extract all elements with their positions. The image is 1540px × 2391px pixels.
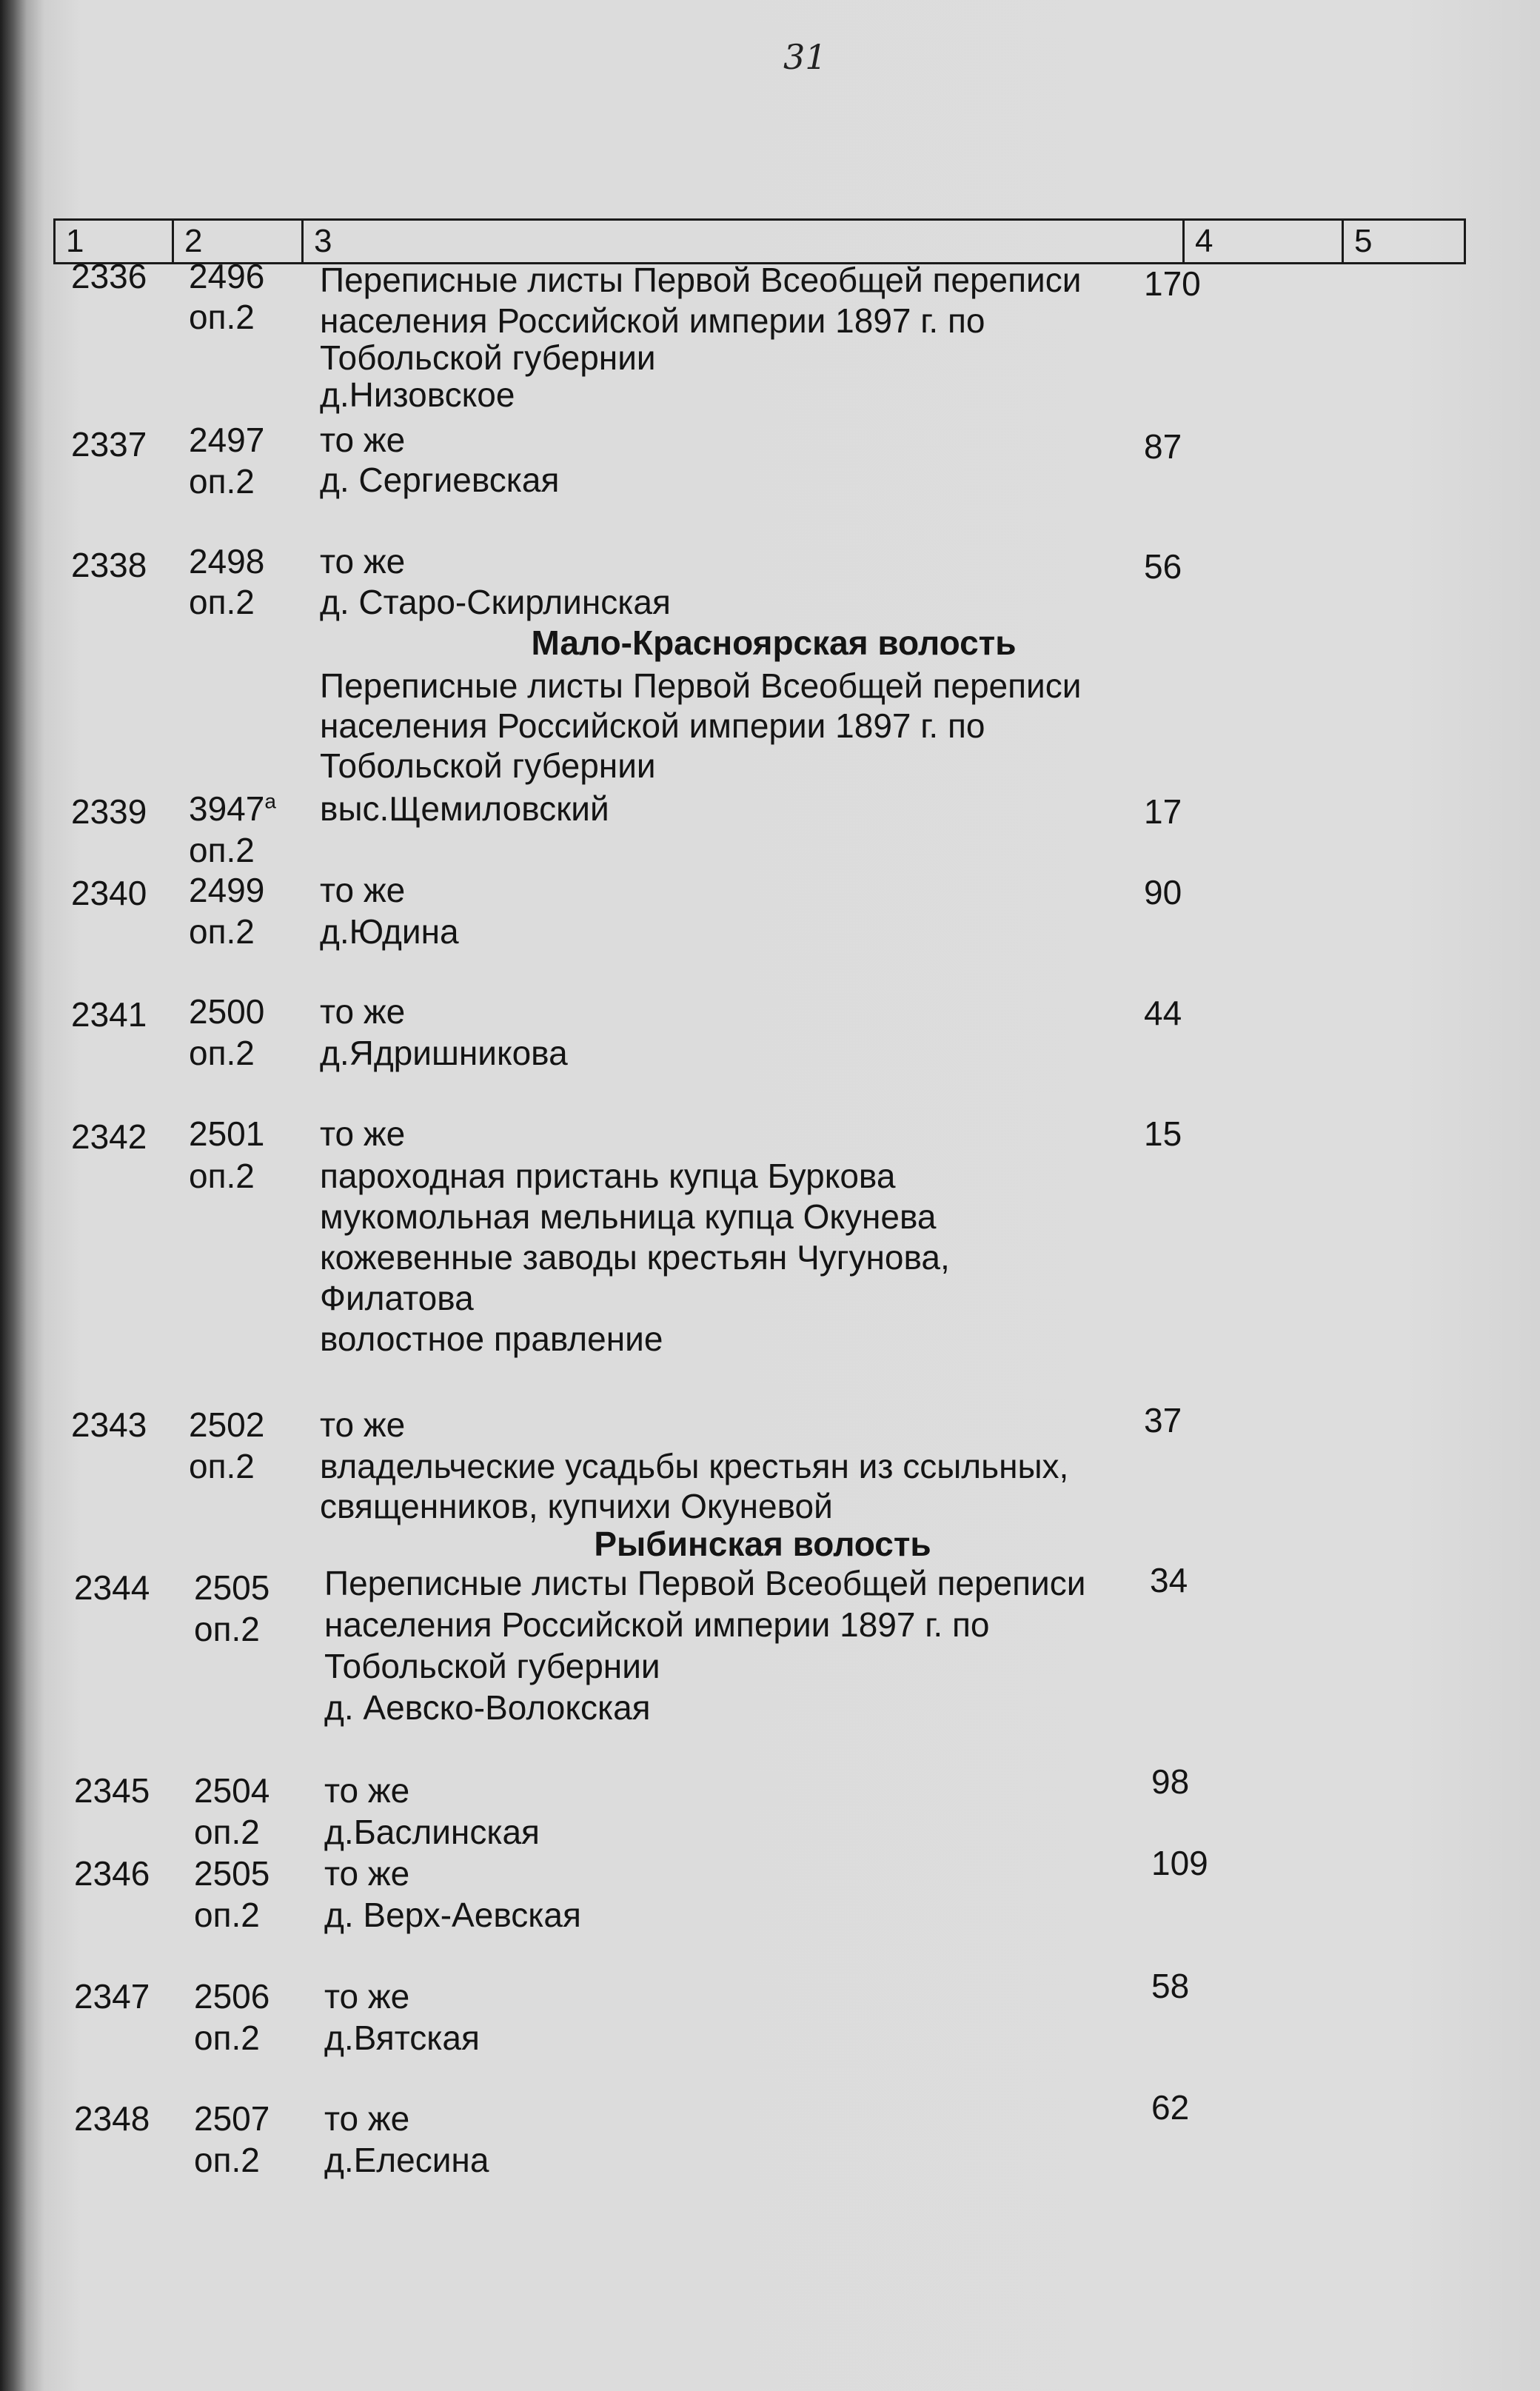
fund-number: 2505	[194, 1854, 270, 1893]
description-line: Переписные листы Первой Всеобщей переписи	[320, 261, 1082, 299]
sheet-count: 15	[1144, 1114, 1182, 1153]
fund-number: 2496	[189, 257, 265, 295]
fund-number: 2505	[194, 1568, 270, 1607]
description-line: населения Российской империи 1897 г. по	[324, 1605, 990, 1644]
description-line: д. Верх-Аевская	[324, 1896, 581, 1934]
description-line: д. Старо-Скирлинская	[320, 583, 671, 621]
description-line: то же	[324, 1977, 410, 2016]
description-line: д.Ядришникова	[320, 1034, 568, 1072]
description-line: то же	[320, 992, 406, 1031]
description-line: Тобольской губернии	[320, 746, 656, 785]
sheet-count: 17	[1144, 792, 1182, 831]
opis-number: оп.2	[189, 583, 255, 621]
description-line: д.Елесина	[324, 2141, 489, 2179]
opis-number: оп.2	[189, 298, 255, 336]
record-number: 2336	[71, 257, 147, 295]
fund-number: 2504	[194, 1771, 270, 1810]
fund-number: 2497	[189, 421, 265, 459]
page-number: 31	[783, 37, 827, 77]
table-header	[53, 218, 1466, 264]
header-col-5: 5	[1354, 223, 1373, 259]
description-line: Переписные листы Первой Всеобщей переписи	[320, 666, 1082, 705]
opis-number: оп.2	[189, 1157, 255, 1195]
sheet-count: 62	[1151, 2088, 1190, 2127]
fund-number: 2498	[189, 542, 265, 581]
sheet-count: 37	[1144, 1401, 1182, 1439]
record-number: 2345	[74, 1771, 150, 1810]
header-col-4: 4	[1185, 221, 1344, 262]
description-line: населения Российской империи 1897 г. по	[320, 706, 985, 745]
description-line: то же	[324, 2099, 410, 2138]
description-line: пароходная пристань купца Буркова	[320, 1157, 896, 1195]
opis-number: оп.2	[189, 1447, 255, 1485]
header-col-2: 2	[174, 221, 304, 262]
section-heading: Рыбинская волость	[594, 1525, 931, 1563]
description-line: Филатова	[320, 1279, 474, 1317]
description-line: Тобольской губернии	[324, 1647, 660, 1685]
sheet-count: 98	[1151, 1762, 1190, 1801]
sheet-count: 34	[1150, 1561, 1188, 1599]
description-line: Переписные листы Первой Всеобщей переписи	[324, 1564, 1086, 1602]
sheet-count: 87	[1144, 427, 1182, 466]
record-number: 2339	[71, 792, 147, 831]
opis-number: оп.2	[189, 1034, 255, 1072]
description-line: д.Вятская	[324, 2019, 480, 2057]
record-number: 2341	[71, 995, 147, 1034]
sheet-count: 58	[1151, 1967, 1190, 2005]
description-line: д. Аевско-Волокская	[324, 1688, 651, 1727]
description-line: то же	[320, 1405, 406, 1444]
description-line: то же	[324, 1854, 410, 1893]
opis-number: оп.2	[194, 1896, 260, 1934]
opis-number: оп.2	[189, 462, 255, 501]
record-number: 2348	[74, 2099, 150, 2138]
record-number: 2344	[74, 1568, 150, 1607]
description-line: волостное правление	[320, 1320, 663, 1358]
description-line: населения Российской империи 1897 г. по	[320, 301, 985, 340]
sheet-count: 90	[1144, 873, 1182, 912]
header-col-1: 1	[56, 221, 174, 262]
description-line: то же	[320, 421, 406, 459]
record-number: 2346	[74, 1854, 150, 1893]
fund-number: 2499	[189, 871, 265, 909]
record-number: 2343	[71, 1405, 147, 1444]
description-line: то же	[324, 1771, 410, 1810]
description-line: то же	[320, 871, 406, 909]
description-line: д.Низовское	[320, 375, 515, 414]
description-line: д.Баслинская	[324, 1813, 540, 1851]
sheet-count: 44	[1144, 994, 1182, 1032]
fund-number: 2501	[189, 1114, 265, 1153]
opis-number: оп.2	[194, 1610, 260, 1648]
description-line: выс.Щемиловский	[320, 789, 609, 828]
description-line: кожевенные заводы крестьян Чугунова,	[320, 1238, 950, 1277]
sheet-count: 109	[1151, 1844, 1208, 1882]
record-number: 2338	[71, 546, 147, 584]
opis-number: оп.2	[194, 1813, 260, 1851]
fund-number: 2500	[189, 992, 265, 1031]
description-line: мукомольная мельница купца Окунева	[320, 1197, 937, 1236]
description-line: владельческие усадьбы крестьян из ссыльных,	[320, 1447, 1069, 1485]
opis-number: оп.2	[194, 2019, 260, 2057]
opis-number: оп.2	[189, 831, 255, 869]
fund-number: 2507	[194, 2099, 270, 2138]
opis-number: оп.2	[189, 912, 255, 951]
record-number: 2337	[71, 425, 147, 464]
description-line: д. Сергиевская	[320, 461, 560, 499]
description-line: священников, купчихи Окуневой	[320, 1487, 833, 1525]
fund-number: 2506	[194, 1977, 270, 2016]
header-col-3: 3	[304, 221, 1185, 262]
opis-number: оп.2	[194, 2141, 260, 2179]
fund-number: 2502	[189, 1405, 265, 1444]
fund-number: $3947^а$	[189, 789, 276, 828]
description-line: д.Юдина	[320, 912, 459, 951]
record-number: 2342	[71, 1117, 147, 1156]
sheet-count: 56	[1144, 547, 1182, 586]
record-number: 2347	[74, 1977, 150, 2016]
description-line: то же	[320, 1114, 406, 1153]
section-heading: Мало-Красноярская волость	[531, 623, 1017, 662]
record-number: 2340	[71, 874, 147, 912]
description-line: Тобольской губернии	[320, 338, 656, 377]
description-line: то же	[320, 542, 406, 581]
sheet-count: 170	[1144, 264, 1201, 303]
